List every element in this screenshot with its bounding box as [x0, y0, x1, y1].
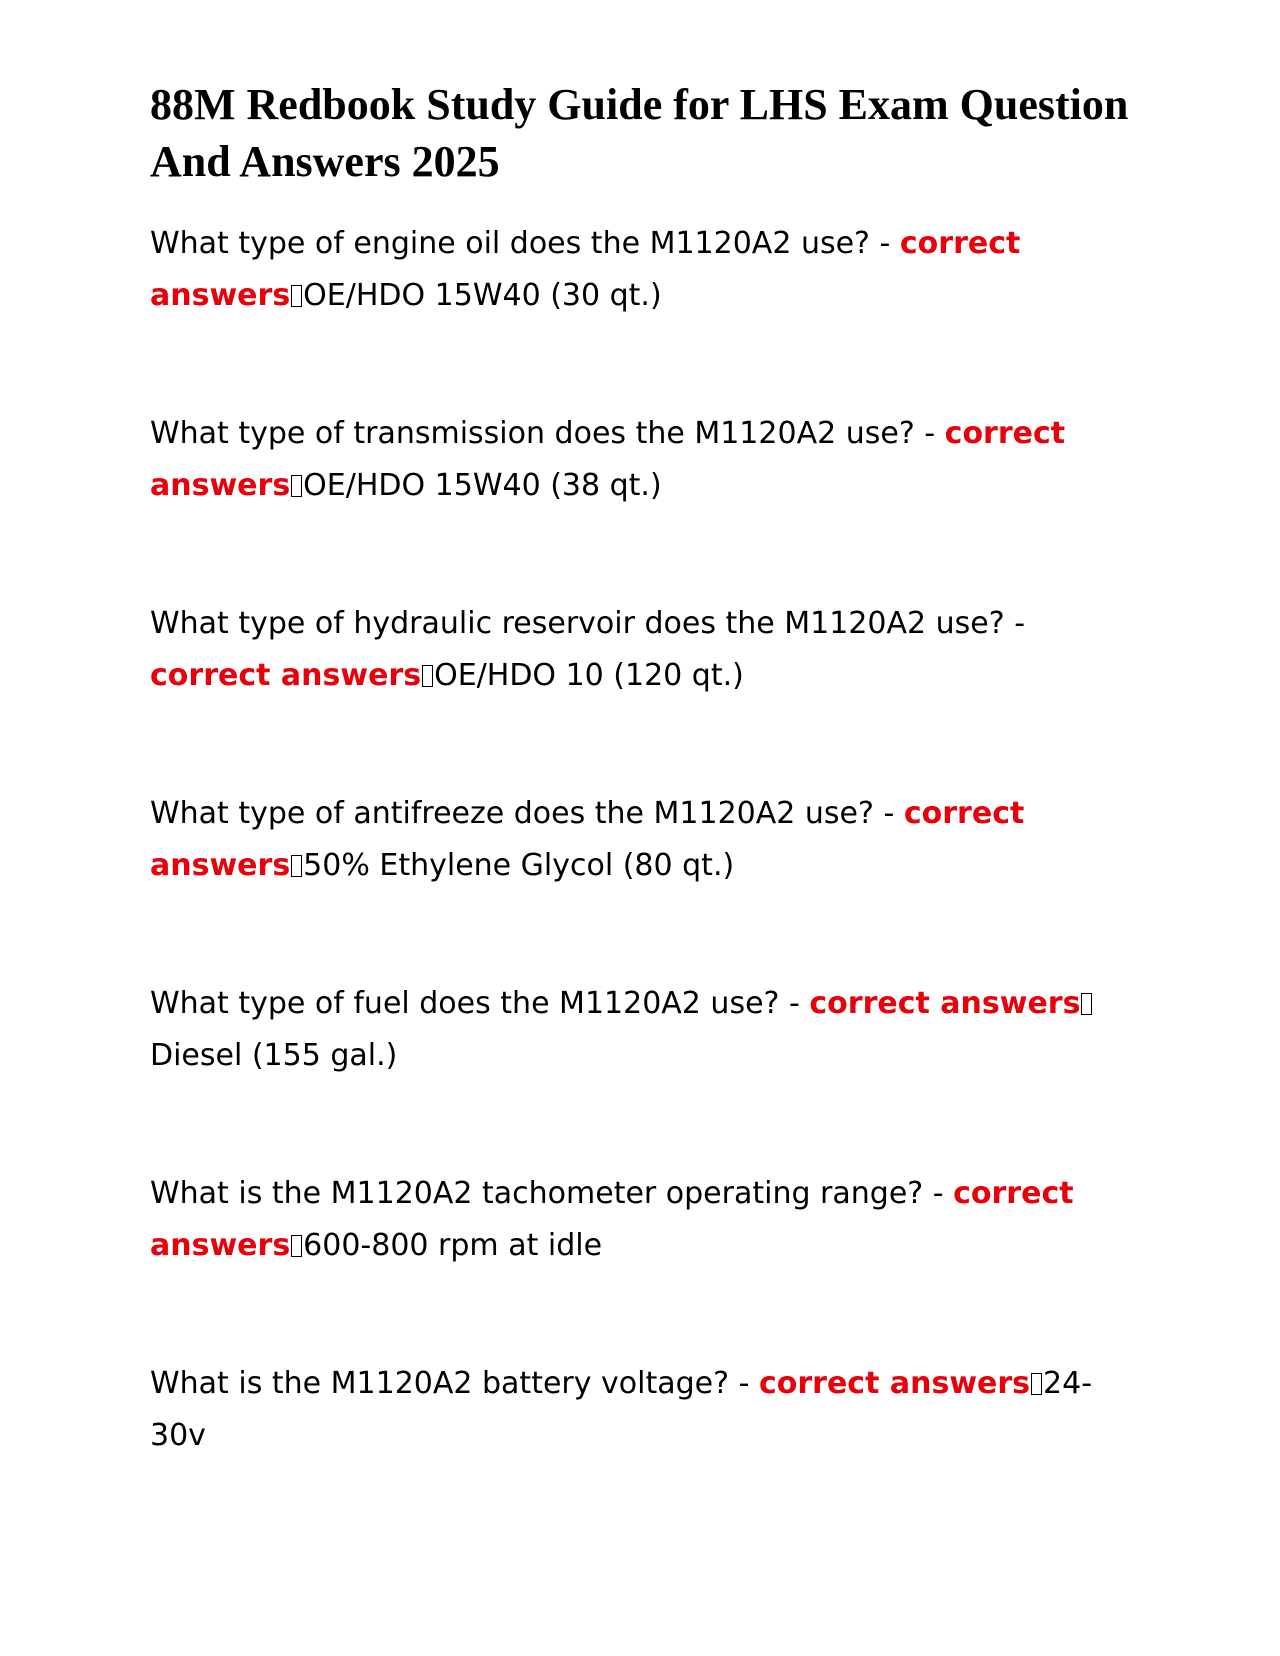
qa-list — [150, 218, 1130, 1462]
answer-label: correct answers — [150, 1176, 1074, 1263]
missing-glyph-icon — [291, 475, 302, 497]
qa-item — [150, 788, 1130, 892]
missing-glyph-icon — [291, 285, 302, 307]
answer-label: correct answers — [150, 796, 1025, 883]
qa-item — [150, 978, 1130, 1082]
separator: - — [779, 986, 810, 1021]
question-text: What type of fuel does the M1120A2 use? — [150, 986, 780, 1021]
question-text: What is the M1120A2 tachometer operating range? — [150, 1176, 924, 1211]
answer-text: OE/HDO 15W40 (30 qt.) — [303, 278, 662, 313]
answer-label: correct answers — [758, 1366, 1031, 1401]
document-title: 88M Redbook Study Guide for LHS Exam Question And Answers 2025 — [150, 80, 1129, 186]
qa-item — [150, 408, 1130, 512]
missing-glyph-icon — [1031, 1373, 1042, 1395]
question-text: What type of transmission does the M1120A2 use? — [150, 416, 915, 451]
answer-text: OE/HDO 15W40 (38 qt.) — [303, 468, 662, 503]
separator: - — [1004, 606, 1026, 641]
separator: - — [873, 796, 904, 831]
answer-text: Diesel (155 gal.) — [150, 1038, 398, 1073]
document-page — [150, 76, 1130, 1548]
question-text: What type of hydraulic reservoir does the M1120A2 use? — [150, 606, 1005, 641]
missing-glyph-icon — [291, 1235, 302, 1257]
qa-item — [150, 1358, 1130, 1462]
answer-label: correct answers — [150, 416, 1066, 503]
answer-label: correct answers — [150, 226, 1021, 313]
separator: - — [729, 1366, 759, 1401]
separator: - — [914, 416, 945, 451]
question-text: What type of engine oil does the M1120A2 use? — [150, 226, 870, 261]
answer-label: correct answers — [809, 986, 1081, 1021]
missing-glyph-icon — [291, 855, 302, 877]
missing-glyph-icon — [1081, 993, 1092, 1015]
qa-item — [150, 598, 1130, 702]
answer-text: 24-30v — [150, 1366, 1093, 1453]
qa-item — [150, 1168, 1130, 1272]
answer-text: 600-800 rpm at idle — [303, 1228, 603, 1263]
missing-glyph-icon — [422, 665, 433, 687]
question-text: What type of antifreeze does the M1120A2 use? — [150, 796, 874, 831]
answer-label: correct answers — [150, 658, 422, 693]
answer-text: OE/HDO 10 (120 qt.) — [434, 658, 744, 693]
separator: - — [869, 226, 900, 261]
answer-text: 50% Ethylene Glycol (80 qt.) — [303, 848, 735, 883]
question-text: What is the M1120A2 battery voltage? — [150, 1366, 730, 1401]
qa-item — [150, 218, 1130, 322]
separator: - — [923, 1176, 954, 1211]
